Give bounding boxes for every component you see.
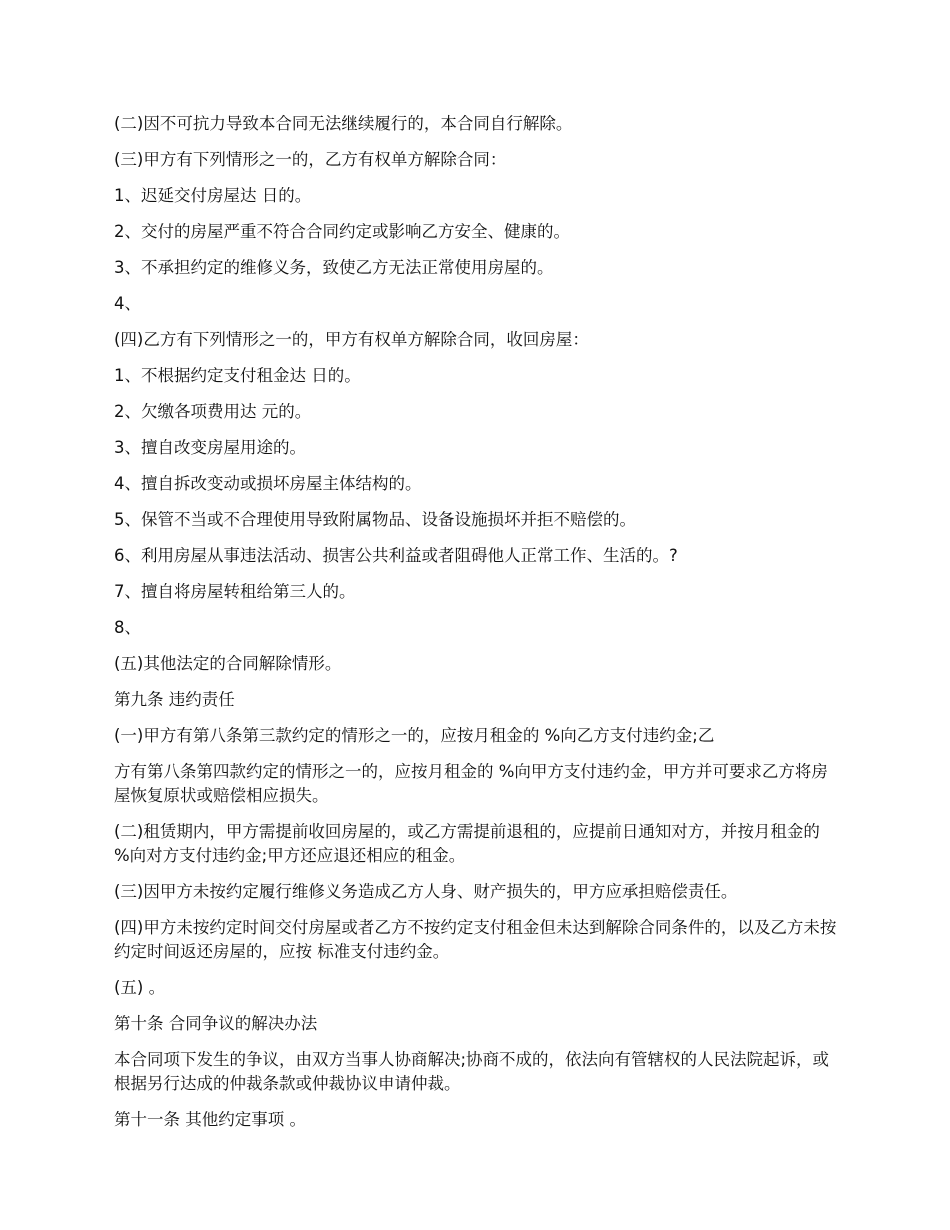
paragraph: 7、擅自将房屋转租给第三人的。	[114, 582, 356, 601]
paragraph: 2、欠缴各项费用达 元的。	[114, 402, 312, 421]
paragraph: (四)甲方未按约定时间交付房屋或者乙方不按约定支付租金但未达到解除合同条件的，以及乙方未按约定时间返还房屋的，应按 标准支付违约金。	[114, 918, 837, 961]
paragraph: 2、交付的房屋严重不符合合同约定或影响乙方安全、健康的。	[114, 222, 570, 241]
paragraph: 3、不承担约定的维修义务，致使乙方无法正常使用房屋的。	[114, 258, 554, 277]
paragraph: (四)乙方有下列情形之一的，甲方有权单方解除合同，收回房屋：	[114, 330, 589, 349]
section-heading: 第十一条 其他约定事项 。	[114, 1110, 306, 1129]
paragraph: (五)其他法定的合同解除情形。	[114, 654, 342, 673]
paragraph: (二)因不可抗力导致本合同无法继续履行的，本合同自行解除。	[114, 114, 573, 133]
document-body	[114, 112, 838, 1144]
paragraph: (二)租赁期内，甲方需提前收回房屋的，或乙方需提前退租的，应提前日通知对方，并按月租金的 %向对方支付违约金;甲方还应退还相应的租金。	[114, 822, 820, 865]
paragraph: 5、保管不当或不合理使用导致附属物品、设备设施损坏并拒不赔偿的。	[114, 510, 636, 529]
paragraph: 4、	[114, 294, 141, 313]
paragraph: 本合同项下发生的争议，由双方当事人协商解决;协商不成的，依法向有管辖权的人民法院起诉，或根据另行达成的仲裁条款或仲裁协议申请仲裁。	[114, 1050, 830, 1093]
paragraph: (一)甲方有第八条第三款约定的情形之一的，应按月租金的 %向乙方支付违约金;乙	[114, 726, 715, 745]
paragraph: 3、擅自改变房屋用途的。	[114, 438, 306, 457]
paragraph: 1、迟延交付房屋达 日的。	[114, 186, 312, 205]
paragraph: 4、擅自拆改变动或损坏房屋主体结构的。	[114, 474, 422, 493]
paragraph: (五) 。	[114, 978, 166, 997]
paragraph: (三)甲方有下列情形之一的，乙方有权单方解除合同：	[114, 150, 507, 169]
section-heading: 第九条 违约责任	[114, 690, 235, 709]
section-heading: 第十条 合同争议的解决办法	[114, 1014, 318, 1033]
paragraph: 方有第八条第四款约定的情形之一的，应按月租金的 %向甲方支付违约金，甲方并可要求乙方将房屋恢复原状或赔偿相应损失。	[114, 762, 828, 805]
paragraph: 8、	[114, 618, 141, 637]
paragraph: 1、不根据约定支付租金达 日的。	[114, 366, 361, 385]
paragraph: (三)因甲方未按约定履行维修义务造成乙方人身、财产损失的，甲方应承担赔偿责任。	[114, 882, 738, 901]
paragraph: 6、利用房屋从事违法活动、损害公共利益或者阻碍他人正常工作、生活的。?	[114, 546, 678, 565]
